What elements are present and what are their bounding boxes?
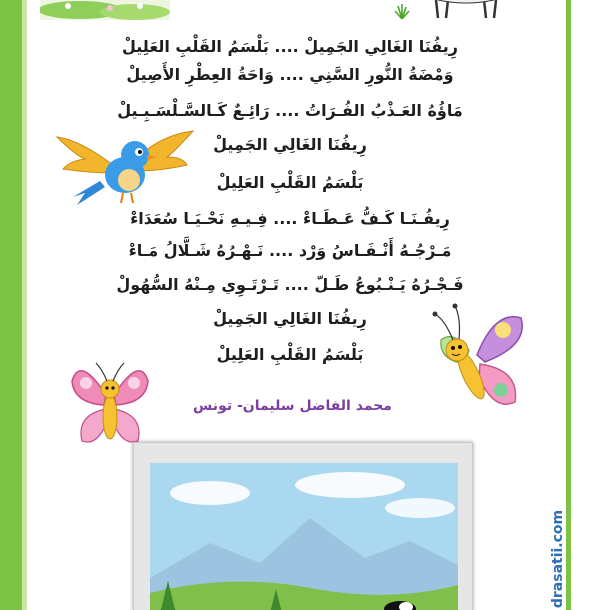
site-watermark — [548, 508, 568, 610]
poem-line: رِيفُـنَـا كَـفُّ عَـطَـاءْ .... فِـيـهِ نَحْـيَـا سُعَدَاءْ — [130, 209, 450, 228]
butterfly-icon — [70, 355, 150, 455]
poem-line: مَـرْجُـهُ أَنْـفَـاسُ وَرْد .... نَـهْـرُهُ شَـلَّالُ مَـاءْ — [128, 241, 452, 260]
butterfly-icon — [425, 300, 525, 418]
poem-line: مَاؤُهُ العَـذْبُ الفُـرَاتُ .... رَائِـعٌ كَـالسَّـلْسَـبِـيلْ — [117, 101, 463, 120]
watermark-text: drasatii.com — [550, 509, 566, 609]
poem-refrain-line: رِيفُنَا الغَالِي الجَمِيلْ — [213, 135, 367, 154]
poem-refrain-line: بَلْسَمُ القَلْبِ العَلِيلْ — [216, 345, 364, 364]
left-green-border — [0, 0, 22, 610]
grass-tuft-icon — [393, 2, 411, 20]
poem-line: فَـجْـرُهُ يَـنْـبُوعُ طَـلّ .... تَـرْتَـوِي مِـنْهُ السُّهُولْ — [116, 275, 464, 294]
left-light-border — [22, 0, 27, 610]
meadow-scene-icon — [40, 0, 170, 20]
poem-refrain-line: بَلْسَمُ القَلْبِ العَلِيلْ — [216, 173, 364, 192]
goat-legs-icon — [426, 0, 506, 20]
poem-refrain-line: رِيفُنَا الغَالِي الجَمِيلْ — [213, 309, 367, 328]
landscape-picture — [150, 463, 458, 610]
author-credit: محمد الفاضل سليمان- تونس — [193, 398, 392, 414]
blue-bird-icon — [55, 125, 195, 210]
poem-line: وَمْضَةُ النُّورِ السَّنِي .... وَاحَةُ العِطْرِ الأَصِيلْ — [126, 65, 454, 84]
landscape-picture-frame — [133, 442, 473, 610]
poem-line: رِيفُنَا الغَالِي الجَمِيلْ .... بَلْسَمُ القَلْبِ العَلِيلْ — [121, 37, 458, 56]
